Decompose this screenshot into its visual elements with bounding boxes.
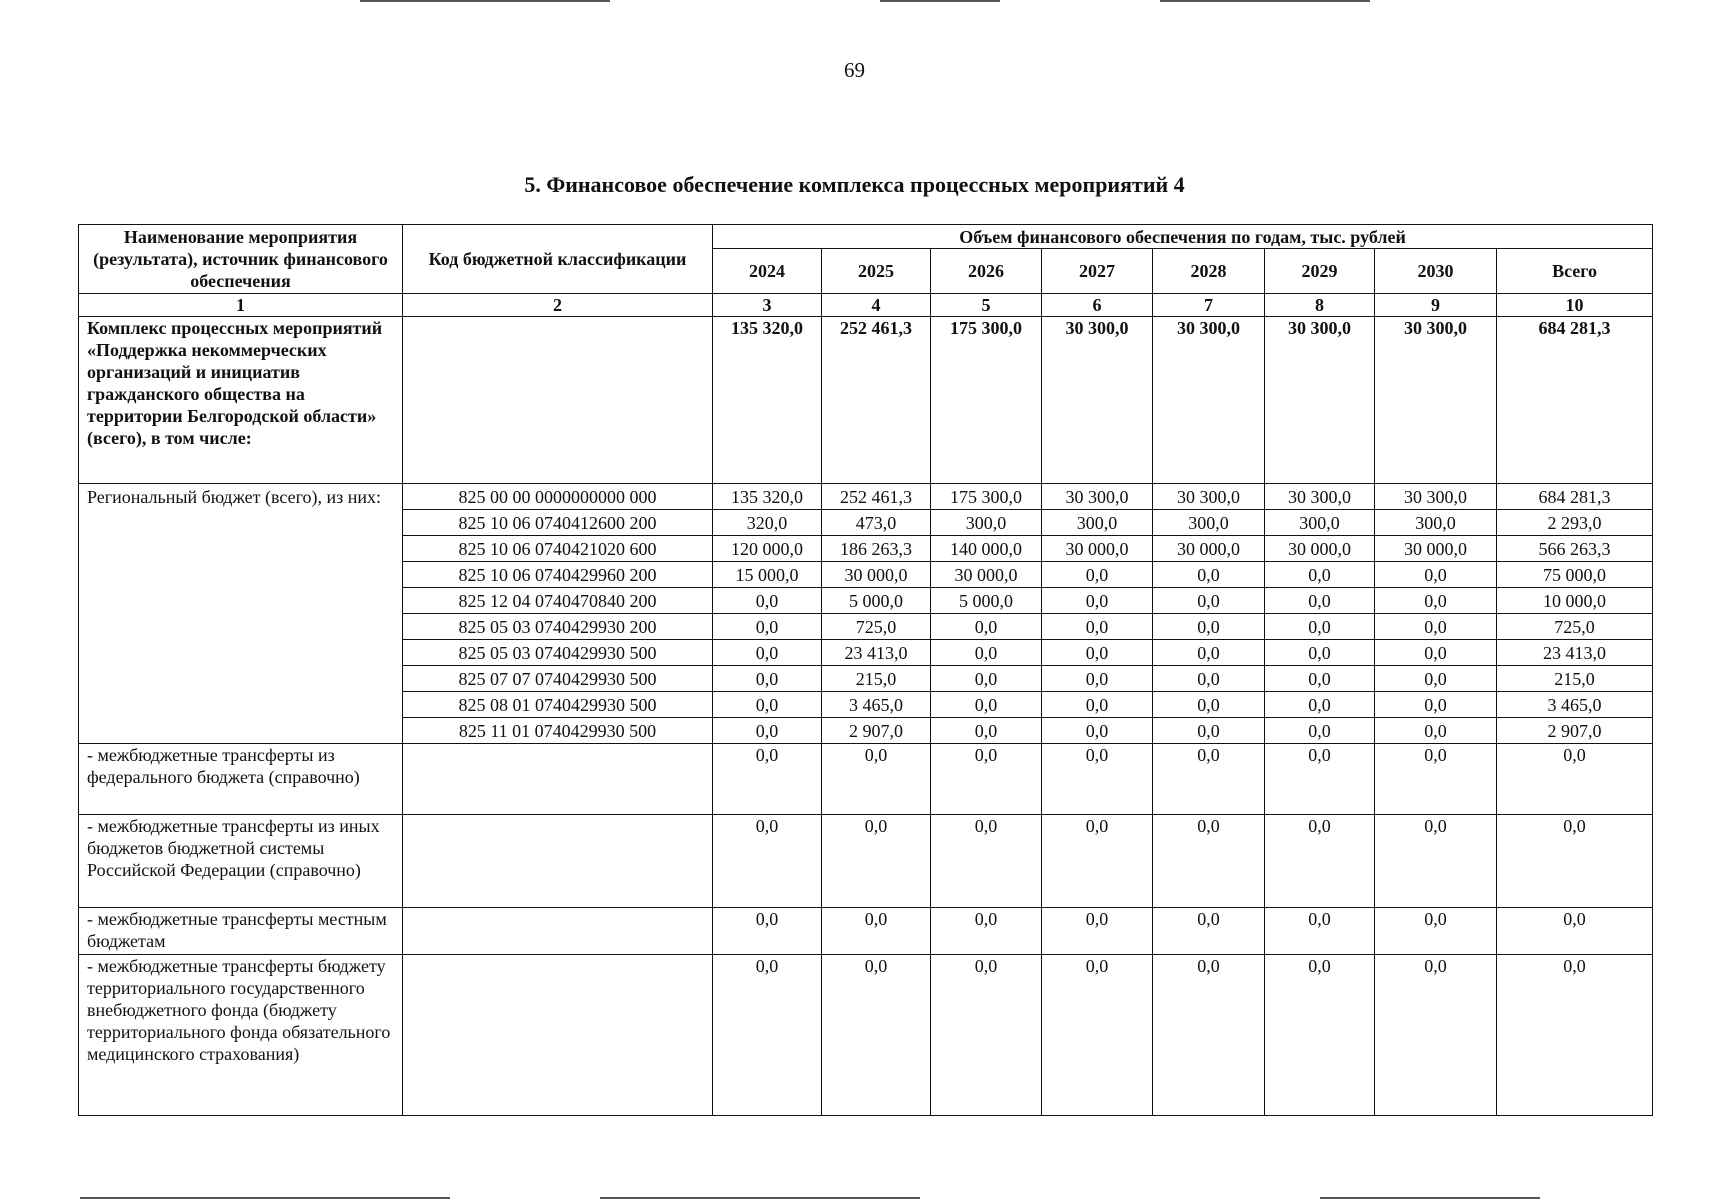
- year-value: 0,0: [1153, 908, 1265, 955]
- header-year: 2024: [713, 249, 822, 294]
- budget-code: 825 05 03 0740429930 200: [403, 614, 713, 640]
- year-value: 0,0: [1265, 562, 1375, 588]
- year-value: 0,0: [1265, 744, 1375, 815]
- scan-artifact-bottom-line: [600, 1197, 920, 1199]
- year-value: 0,0: [1375, 955, 1497, 1116]
- year-value: 0,0: [1375, 908, 1497, 955]
- year-value: 0,0: [1042, 815, 1153, 908]
- header-name: Наименование мероприятия (результата), источник финансового обеспечения: [79, 225, 403, 294]
- year-value: 252 461,3: [822, 317, 931, 484]
- year-value: 30 000,0: [1153, 536, 1265, 562]
- header-volume: Объем финансового обеспечения по годам, тыс. рублей: [713, 225, 1653, 249]
- year-value: 0,0: [1375, 588, 1497, 614]
- total-value: 0,0: [1497, 955, 1653, 1116]
- total-value: 23 413,0: [1497, 640, 1653, 666]
- page-number: 69: [844, 58, 865, 82]
- year-value: 0,0: [822, 815, 931, 908]
- row-name: - межбюджетные трансферты из федерального бюджета (справочно): [79, 744, 403, 815]
- column-number: 4: [822, 294, 931, 317]
- year-value: 300,0: [1265, 510, 1375, 536]
- table-row-transfer: [79, 815, 1653, 908]
- header-year: 2027: [1042, 249, 1153, 294]
- year-value: 0,0: [713, 744, 822, 815]
- year-value: 0,0: [713, 614, 822, 640]
- year-value: 0,0: [1153, 815, 1265, 908]
- budget-code: 825 12 04 0740470840 200: [403, 588, 713, 614]
- year-value: 135 320,0: [713, 484, 822, 510]
- table-row-transfer: [79, 955, 1653, 1116]
- year-value: 0,0: [1042, 744, 1153, 815]
- year-value: 30 300,0: [1153, 484, 1265, 510]
- scan-artifact-top-line: [880, 0, 1000, 2]
- total-value: 2 907,0: [1497, 718, 1653, 744]
- table-row-transfer: [79, 908, 1653, 955]
- year-value: 0,0: [713, 955, 822, 1116]
- year-value: 0,0: [1375, 815, 1497, 908]
- total-value: 0,0: [1497, 908, 1653, 955]
- year-value: 0,0: [1153, 666, 1265, 692]
- year-value: 120 000,0: [713, 536, 822, 562]
- year-value: 0,0: [822, 955, 931, 1116]
- year-value: 0,0: [713, 640, 822, 666]
- year-value: 0,0: [1375, 614, 1497, 640]
- year-value: 0,0: [1153, 718, 1265, 744]
- year-value: 15 000,0: [713, 562, 822, 588]
- year-value: 0,0: [713, 666, 822, 692]
- year-value: 0,0: [1153, 588, 1265, 614]
- year-value: 30 300,0: [1265, 317, 1375, 484]
- column-number: 5: [931, 294, 1042, 317]
- budget-code: 825 11 01 0740429930 500: [403, 718, 713, 744]
- table-row-total: [79, 317, 1653, 484]
- year-value: 175 300,0: [931, 484, 1042, 510]
- scan-artifact-bottom-line: [1320, 1197, 1540, 1199]
- year-value: 0,0: [931, 640, 1042, 666]
- year-value: 0,0: [713, 692, 822, 718]
- year-value: 23 413,0: [822, 640, 931, 666]
- year-value: 0,0: [1375, 562, 1497, 588]
- row-code: [403, 815, 713, 908]
- year-value: 0,0: [1153, 744, 1265, 815]
- year-value: 0,0: [1265, 666, 1375, 692]
- year-value: 300,0: [931, 510, 1042, 536]
- year-value: 2 907,0: [822, 718, 931, 744]
- year-value: 30 300,0: [1153, 317, 1265, 484]
- year-value: 0,0: [1375, 666, 1497, 692]
- row-code: [403, 317, 713, 484]
- financing-table: [78, 224, 1653, 1116]
- total-value: 684 281,3: [1497, 484, 1653, 510]
- year-value: 3 465,0: [822, 692, 931, 718]
- year-value: 0,0: [1375, 692, 1497, 718]
- year-value: 252 461,3: [822, 484, 931, 510]
- total-value: 566 263,3: [1497, 536, 1653, 562]
- scan-artifact-top-line: [360, 0, 610, 2]
- year-value: 135 320,0: [713, 317, 822, 484]
- budget-code: 825 10 06 0740421020 600: [403, 536, 713, 562]
- year-value: 0,0: [822, 908, 931, 955]
- year-value: 0,0: [1042, 640, 1153, 666]
- year-value: 0,0: [1042, 908, 1153, 955]
- row-name: Комплекс процессных мероприятий «Поддержка некоммерческих организаций и инициатив гражданского общества на территории Белгородской области» (всего), в том числе:: [79, 317, 403, 484]
- year-value: 300,0: [1042, 510, 1153, 536]
- column-number: 9: [1375, 294, 1497, 317]
- table-row-transfer: [79, 744, 1653, 815]
- year-value: 0,0: [1153, 640, 1265, 666]
- year-value: 0,0: [1375, 640, 1497, 666]
- header-year: 2025: [822, 249, 931, 294]
- year-value: 5 000,0: [822, 588, 931, 614]
- header-year: 2029: [1265, 249, 1375, 294]
- year-value: 5 000,0: [931, 588, 1042, 614]
- year-value: 30 300,0: [1375, 484, 1497, 510]
- header-year: 2030: [1375, 249, 1497, 294]
- column-number: 8: [1265, 294, 1375, 317]
- row-code: [403, 955, 713, 1116]
- total-value: 75 000,0: [1497, 562, 1653, 588]
- document-title: 5. Финансовое обеспечение комплекса процессных мероприятий 4: [524, 172, 1185, 197]
- column-number: 2: [403, 294, 713, 317]
- total-value: 215,0: [1497, 666, 1653, 692]
- total-value: 684 281,3: [1497, 317, 1653, 484]
- budget-code: 825 05 03 0740429930 500: [403, 640, 713, 666]
- year-value: 0,0: [1042, 588, 1153, 614]
- year-value: 0,0: [931, 908, 1042, 955]
- total-value: 725,0: [1497, 614, 1653, 640]
- column-number: 10: [1497, 294, 1653, 317]
- column-number: 1: [79, 294, 403, 317]
- year-value: 0,0: [1153, 562, 1265, 588]
- budget-code: 825 08 01 0740429930 500: [403, 692, 713, 718]
- year-value: 186 263,3: [822, 536, 931, 562]
- year-value: 30 000,0: [931, 562, 1042, 588]
- total-value: 0,0: [1497, 815, 1653, 908]
- budget-code: 825 07 07 0740429930 500: [403, 666, 713, 692]
- row-name: - межбюджетные трансферты местным бюджетам: [79, 908, 403, 955]
- header-code: Код бюджетной классификации: [403, 225, 713, 294]
- year-value: 0,0: [1265, 614, 1375, 640]
- year-value: 30 000,0: [1265, 536, 1375, 562]
- year-value: 140 000,0: [931, 536, 1042, 562]
- year-value: 0,0: [931, 718, 1042, 744]
- budget-code: 825 10 06 0740412600 200: [403, 510, 713, 536]
- scan-artifact-bottom-line: [80, 1197, 450, 1199]
- year-value: 725,0: [822, 614, 931, 640]
- column-number: 6: [1042, 294, 1153, 317]
- year-value: 30 000,0: [1042, 536, 1153, 562]
- year-value: 320,0: [713, 510, 822, 536]
- header-year: 2026: [931, 249, 1042, 294]
- year-value: 0,0: [1042, 718, 1153, 744]
- year-value: 0,0: [1265, 815, 1375, 908]
- year-value: 0,0: [713, 815, 822, 908]
- year-value: 0,0: [1265, 955, 1375, 1116]
- year-value: 0,0: [931, 614, 1042, 640]
- year-value: 0,0: [931, 815, 1042, 908]
- year-value: 30 300,0: [1042, 484, 1153, 510]
- budget-code: 825 00 00 0000000000 000: [403, 484, 713, 510]
- total-value: 10 000,0: [1497, 588, 1653, 614]
- year-value: 0,0: [713, 908, 822, 955]
- year-value: 0,0: [713, 718, 822, 744]
- year-value: 0,0: [1042, 955, 1153, 1116]
- year-value: 0,0: [931, 955, 1042, 1116]
- year-value: 0,0: [1153, 955, 1265, 1116]
- column-number: 3: [713, 294, 822, 317]
- total-value: 0,0: [1497, 744, 1653, 815]
- year-value: 0,0: [1042, 692, 1153, 718]
- year-value: 0,0: [822, 744, 931, 815]
- year-value: 30 300,0: [1375, 317, 1497, 484]
- year-value: 0,0: [1265, 908, 1375, 955]
- year-value: 0,0: [1042, 614, 1153, 640]
- header-year: 2028: [1153, 249, 1265, 294]
- year-value: 0,0: [1042, 666, 1153, 692]
- year-value: 0,0: [1265, 718, 1375, 744]
- row-name: Региональный бюджет (всего), из них:: [79, 484, 403, 744]
- year-value: 0,0: [1265, 640, 1375, 666]
- year-value: 215,0: [822, 666, 931, 692]
- year-value: 30 300,0: [1265, 484, 1375, 510]
- year-value: 30 300,0: [1042, 317, 1153, 484]
- year-value: 0,0: [713, 588, 822, 614]
- row-code: [403, 744, 713, 815]
- scan-artifact-top-line: [1160, 0, 1370, 2]
- year-value: 300,0: [1375, 510, 1497, 536]
- year-value: 0,0: [1265, 692, 1375, 718]
- year-value: 0,0: [931, 692, 1042, 718]
- year-value: 0,0: [1375, 718, 1497, 744]
- year-value: 473,0: [822, 510, 931, 536]
- header-total: Всего: [1497, 249, 1653, 294]
- year-value: 0,0: [1265, 588, 1375, 614]
- total-value: 3 465,0: [1497, 692, 1653, 718]
- column-number: 7: [1153, 294, 1265, 317]
- budget-code: 825 10 06 0740429960 200: [403, 562, 713, 588]
- row-code: [403, 908, 713, 955]
- year-value: 0,0: [1153, 692, 1265, 718]
- year-value: 0,0: [1375, 744, 1497, 815]
- year-value: 0,0: [1153, 614, 1265, 640]
- total-value: 2 293,0: [1497, 510, 1653, 536]
- year-value: 300,0: [1153, 510, 1265, 536]
- column-number-row: [79, 294, 1653, 317]
- year-value: 175 300,0: [931, 317, 1042, 484]
- year-value: 0,0: [931, 666, 1042, 692]
- row-name: - межбюджетные трансферты из иных бюджетов бюджетной системы Российской Федерации (справочно): [79, 815, 403, 908]
- year-value: 0,0: [931, 744, 1042, 815]
- year-value: 30 000,0: [1375, 536, 1497, 562]
- table-row: [79, 484, 1653, 510]
- year-value: 0,0: [1042, 562, 1153, 588]
- row-name: - межбюджетные трансферты бюджету территориального государственного внебюджетного фонда (бюджету территориального фонда обязательного медицинского страхования): [79, 955, 403, 1116]
- year-value: 30 000,0: [822, 562, 931, 588]
